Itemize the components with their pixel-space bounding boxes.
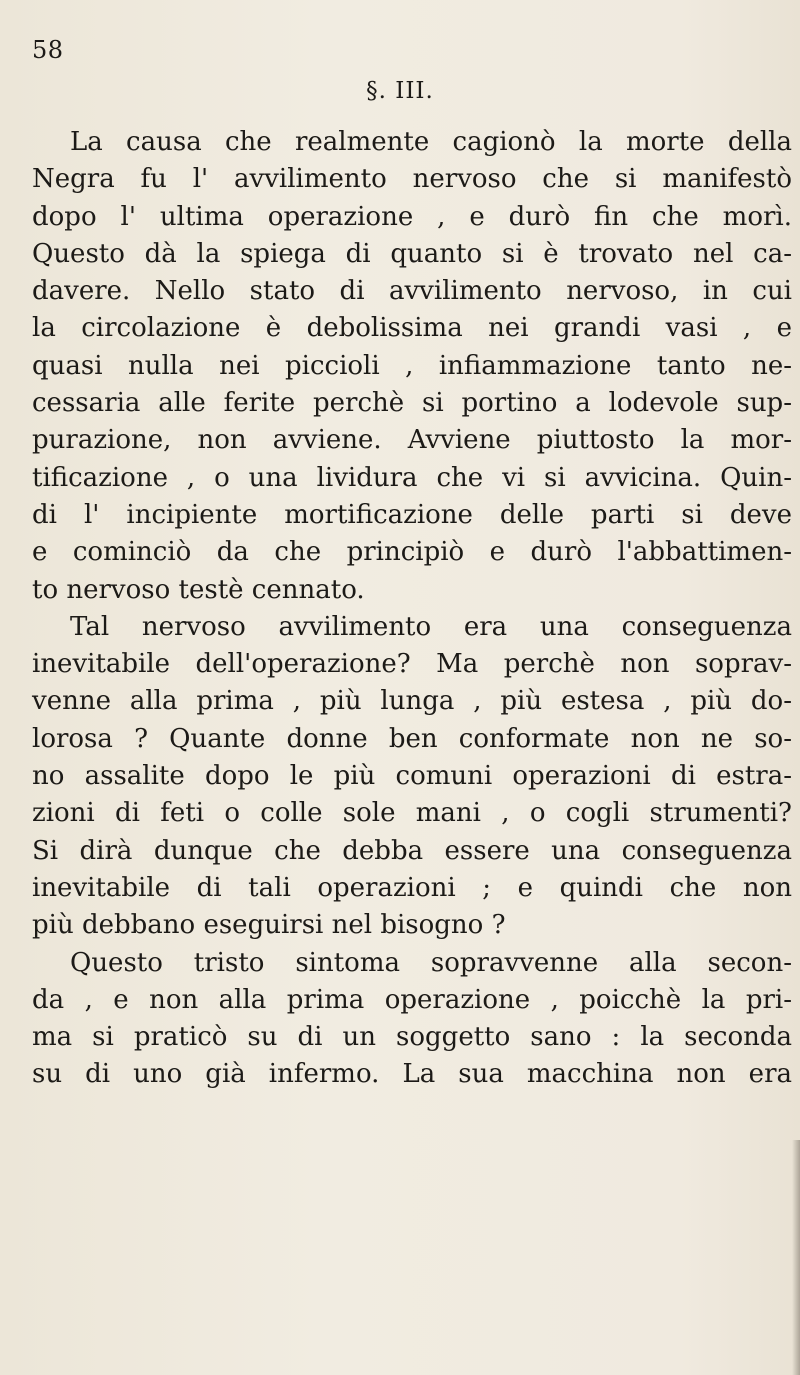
- section-heading: §. III.: [366, 78, 434, 104]
- text-line: Questo tristo sintoma sopravvenne alla secon-: [70, 947, 792, 978]
- text-line: da , e non alla prima operazione , poicchè la pri-: [32, 984, 792, 1015]
- text-line: Negra fu l' avvilimento nervoso che si manifestò: [32, 164, 792, 195]
- body-text: [32, 124, 792, 1094]
- text-line: su di uno già infermo. La sua macchina non era: [32, 1059, 792, 1090]
- text-line: la circolazione è debolissima nei grandi vasi , e: [32, 313, 792, 344]
- page-number: 58: [32, 36, 64, 64]
- text-line: La causa che realmente cagionò la morte della: [70, 127, 792, 157]
- text-line: purazione, non avviene. Avviene piuttosto la mor-: [32, 425, 792, 456]
- text-line: davere. Nello stato di avvilimento nervoso, in cui: [32, 276, 792, 307]
- text-line: tificazione , o una lividura che vi si avvicina. Quin-: [32, 462, 792, 493]
- text-line: Tal nervoso avvilimento era una conseguenza: [70, 611, 792, 642]
- text-line: venne alla prima , più lunga , più estesa , più do-: [32, 686, 792, 717]
- text-line: di l' incipiente mortificazione delle parti si deve: [32, 499, 792, 530]
- text-line: inevitabile di tali operazioni ; e quindi che non: [32, 872, 792, 903]
- text-line: to nervoso testè cennato.: [32, 574, 365, 605]
- text-line: ma si praticò su di un soggetto sano : la seconda: [32, 1022, 792, 1053]
- text-line: zioni di feti o colle sole mani , o cogli strumenti?: [32, 798, 792, 829]
- page-edge-shadow: [792, 1140, 800, 1375]
- text-line: quasi nulla nei piccioli , infiammazione tanto ne-: [32, 350, 792, 381]
- text-line: no assalite dopo le più comuni operazioni di estra-: [32, 761, 792, 792]
- text-line: lorosa ? Quante donne ben conformate non ne so-: [32, 723, 792, 754]
- text-line: cessaria alle ferite perchè si portino a lodevole sup-: [32, 388, 792, 419]
- text-line: Si dirà dunque che debba essere una conseguenza: [32, 835, 792, 866]
- text-line: e cominciò da che principiò e durò l'abbattimen-: [32, 537, 792, 568]
- text-line: inevitabile dell'operazione? Ma perchè non soprav-: [32, 649, 792, 680]
- text-line: Questo dà la spiega di quanto si è trovato nel ca-: [32, 238, 792, 269]
- text-line: dopo l' ultima operazione , e durò fin che morì.: [32, 201, 792, 232]
- text-line: più debbano eseguirsi nel bisogno ?: [32, 910, 506, 941]
